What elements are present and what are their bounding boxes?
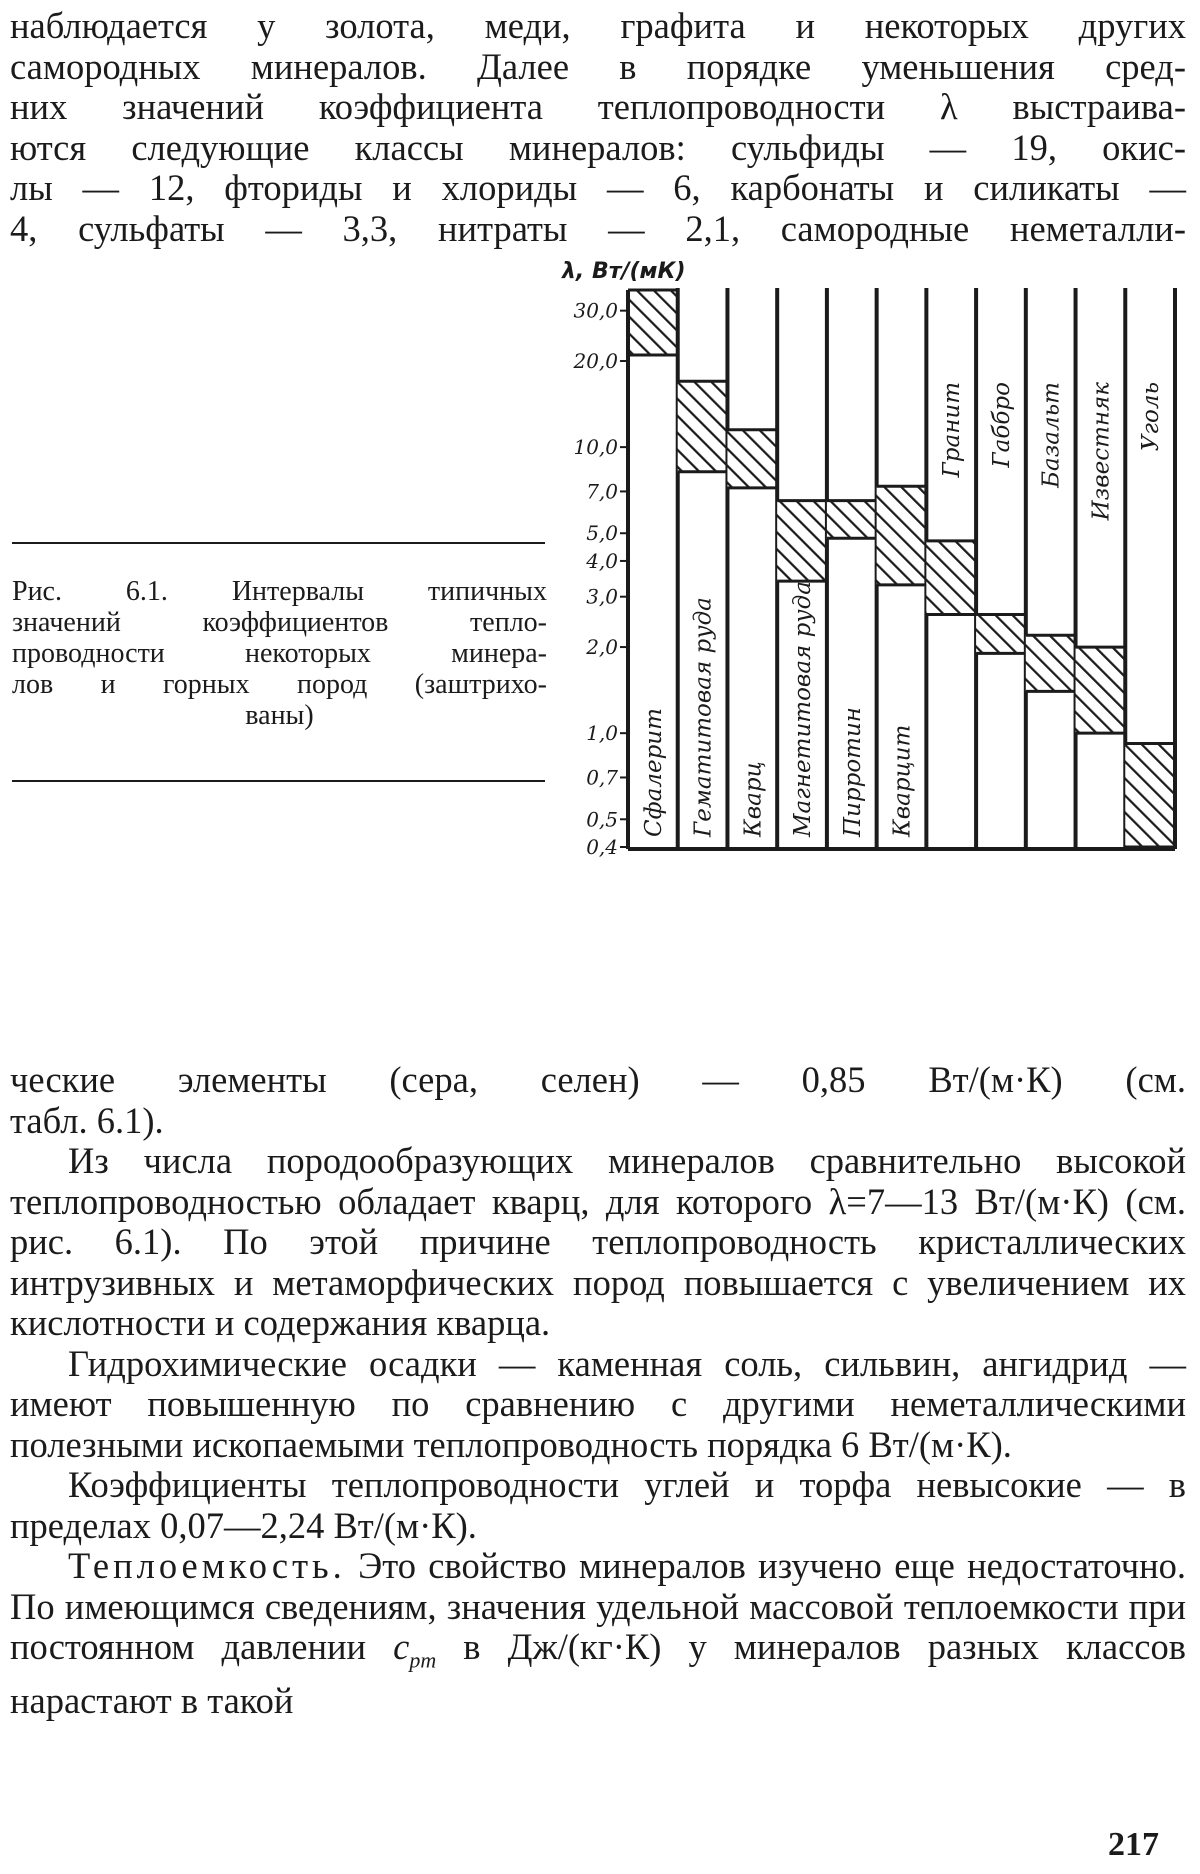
paragraph: Гидрохимические осадки — каменная соль, сильвин, ангидрид — имеют повышенную по сравнению с другими неметаллическими полезными ископаемыми теплопроводность порядка 6 Вт/(м·К). <box>10 1344 1186 1466</box>
y-tick-label: 2,0 <box>585 635 618 659</box>
text-line: наблюдается у золота, меди, графита и некоторых других <box>10 6 1186 47</box>
page-number: 217 <box>1108 1826 1159 1864</box>
y-axis-label: λ, Вт/(мК) <box>561 259 686 284</box>
text-line: 4, сульфаты — 3,3, нитраты — 2,1, самородные неметалли- <box>10 209 1186 250</box>
y-tick-label: 0,5 <box>586 807 618 831</box>
bar-label: Гематитовая руда <box>691 597 717 838</box>
y-tick-label: 10,0 <box>573 435 618 459</box>
text-line: лы — 12, фториды и хлориды — 6, карбонаты и силикаты — <box>10 168 1186 209</box>
bar-hatched-interval <box>1125 744 1175 847</box>
symbol-cpm <box>393 1626 436 1667</box>
symbol-subscript: pm <box>409 1647 436 1672</box>
bar-hatched-interval <box>678 381 728 472</box>
bar-hatched-interval <box>628 290 678 355</box>
thermal-conductivity-chart <box>560 248 1180 1048</box>
body-text <box>10 1060 1186 1721</box>
paragraph-text: в Дж/(кг·К) у минералов разных классов нарастают в такой <box>10 1626 1186 1721</box>
caption-line: проводности некоторых минера- <box>12 638 547 669</box>
bar-hatched-interval <box>1026 635 1076 691</box>
bar-label: Базальт <box>1039 382 1065 489</box>
paragraph-line: ческие элементы (сера, селен) — 0,85 Вт/(м·К) (см. <box>10 1060 1186 1101</box>
bar-hatched-interval <box>976 614 1026 653</box>
paragraph: Из числа породообразующих минералов сравнительно высокой теплопроводностью обладает кварц, для которого λ=7—13 Вт/(м·К) (см. рис. 6.1). По этой причине теплопроводность кристаллических интрузивных и метаморфических пород повышается с увеличением их кислотности и содержания кварца. <box>10 1141 1186 1344</box>
bar-label: Кварц <box>740 761 766 838</box>
paragraph: Коэффициенты теплопроводности углей и торфа невысокие — в пределах 0,07—2,24 Вт/(м·К). <box>10 1465 1186 1546</box>
term-heat-capacity: Теплоемкость. <box>68 1545 346 1586</box>
bar-label: Пирротин <box>840 707 866 838</box>
text-line: самородных минералов. Далее в порядке уменьшения сред- <box>10 47 1186 88</box>
y-tick-label: 20,0 <box>572 349 618 373</box>
top-paragraph <box>10 6 1186 249</box>
bar-hatched-interval <box>827 501 877 539</box>
bar-label: Уголь <box>1138 382 1164 451</box>
y-tick-label: 1,0 <box>586 721 618 745</box>
y-tick-label: 3,0 <box>586 585 618 609</box>
paragraph-text: Это свойство минералов изучено еще недостаточно. По имеющимся сведениям, значения удельной массовой теплоемкости при постоянном давлении <box>10 1545 1186 1667</box>
bar-hatched-interval <box>727 430 777 488</box>
text-line: ются следующие классы минералов: сульфиды — 19, окис- <box>10 128 1186 169</box>
bar-hatched-interval <box>877 486 927 585</box>
bar-hatched-interval <box>926 541 976 615</box>
bar-label: Кварцит <box>890 725 916 838</box>
y-tick-label: 0,4 <box>586 835 618 859</box>
caption-line: лов и горных пород (заштрихо- <box>12 669 547 700</box>
y-tick-label: 7,0 <box>586 479 618 503</box>
symbol-c: c <box>393 1626 409 1667</box>
caption-rule-bottom <box>12 780 545 782</box>
caption-line: ваны) <box>12 700 547 731</box>
paragraph-line: табл. 6.1). <box>10 1101 1186 1142</box>
bar-hatched-interval <box>777 501 827 582</box>
caption-line: Рис. 6.1. Интервалы типичных <box>12 576 547 607</box>
bar-label: Известняк <box>1088 382 1114 522</box>
bar-label: Магнетитовая руда <box>790 581 816 838</box>
y-tick-label: 30,0 <box>573 299 618 323</box>
bar-hatched-interval <box>1076 647 1126 733</box>
bar-label: Сфалерит <box>641 708 667 837</box>
paragraph <box>10 1546 1186 1721</box>
figure-caption <box>12 576 547 731</box>
caption-rule-top <box>12 542 545 544</box>
text-line: них значений коэффициента теплопроводности λ выстраива- <box>10 87 1186 128</box>
y-tick-label: 5,0 <box>586 521 618 545</box>
bar-label: Гранит <box>939 382 965 478</box>
y-tick-label: 4,0 <box>585 549 618 573</box>
bar-label: Габбро <box>989 382 1015 469</box>
y-tick-label: 0,7 <box>586 765 618 789</box>
caption-line: значений коэффициентов тепло- <box>12 607 547 638</box>
